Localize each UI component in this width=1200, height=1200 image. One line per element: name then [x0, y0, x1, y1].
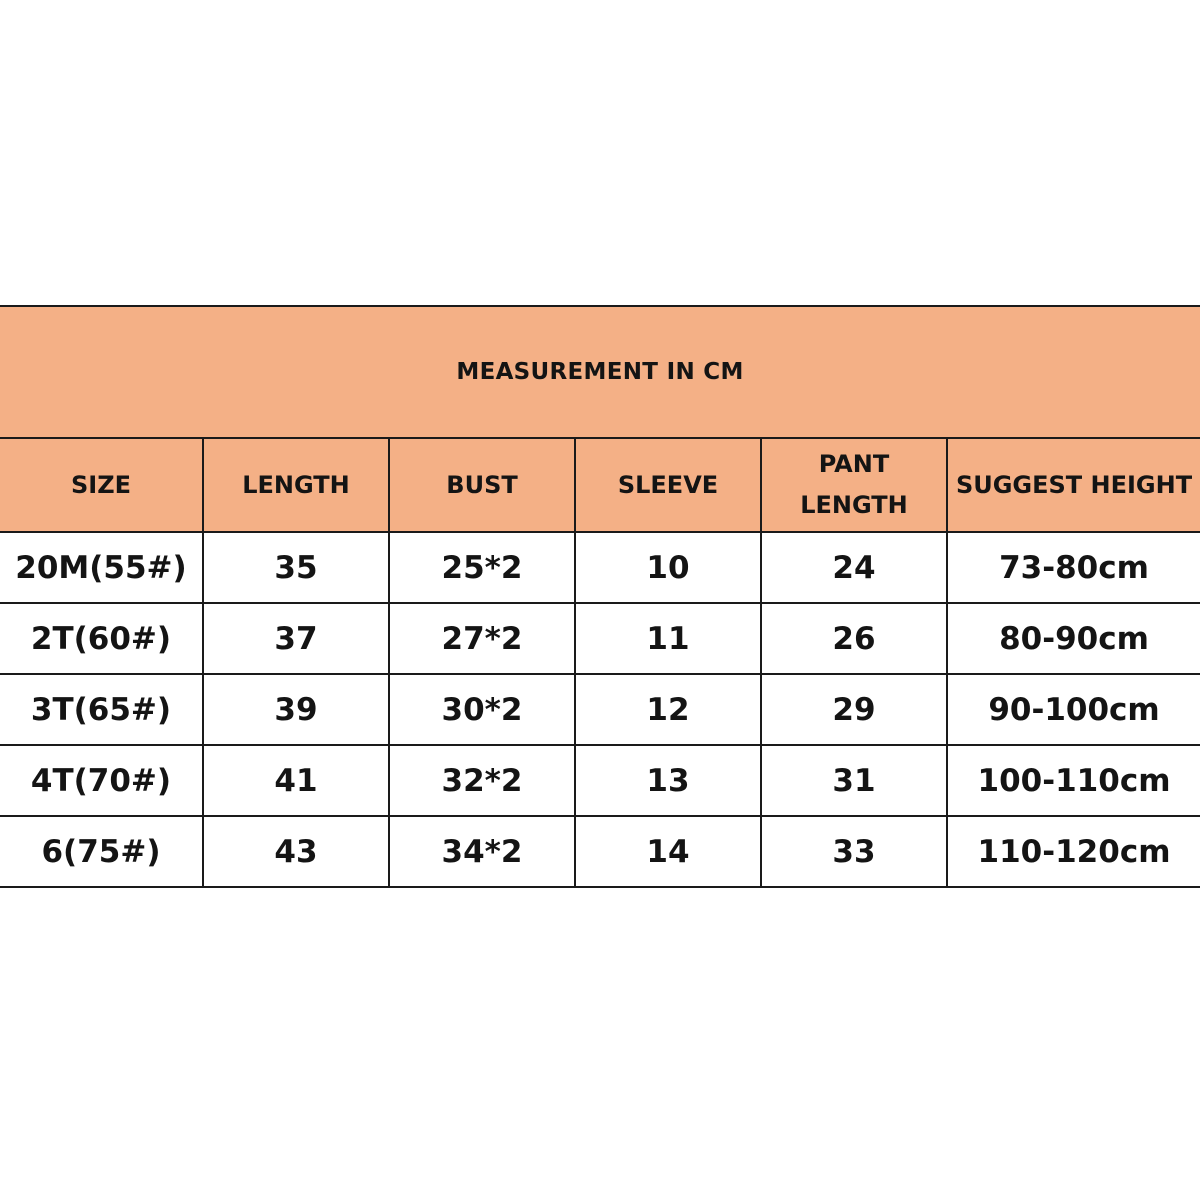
- table-row: [0, 603, 1200, 674]
- cell-suggest-height: 90-100cm: [947, 674, 1200, 745]
- cell-length: 39: [203, 674, 389, 745]
- cell-pant-length: 31: [761, 745, 947, 816]
- cell-sleeve: 10: [575, 532, 761, 603]
- cell-size: 20M(55#): [0, 532, 203, 603]
- table-row: [0, 816, 1200, 887]
- cell-suggest-height: 73-80cm: [947, 532, 1200, 603]
- cell-size: 4T(70#): [0, 745, 203, 816]
- header-suggest-height: SUGGEST HEIGHT: [947, 438, 1200, 532]
- table-row: [0, 674, 1200, 745]
- title-row: [0, 306, 1200, 438]
- cell-bust: 30*2: [389, 674, 575, 745]
- cell-suggest-height: 100-110cm: [947, 745, 1200, 816]
- size-chart-table: [0, 305, 1200, 888]
- header-pant-length-label: PANT LENGTH: [800, 450, 908, 519]
- cell-size: 2T(60#): [0, 603, 203, 674]
- cell-pant-length: 26: [761, 603, 947, 674]
- header-length: LENGTH: [203, 438, 389, 532]
- table-row: [0, 745, 1200, 816]
- cell-bust: 27*2: [389, 603, 575, 674]
- cell-bust: 32*2: [389, 745, 575, 816]
- cell-bust: 34*2: [389, 816, 575, 887]
- cell-size: 6(75#): [0, 816, 203, 887]
- cell-suggest-height: 80-90cm: [947, 603, 1200, 674]
- cell-sleeve: 14: [575, 816, 761, 887]
- cell-length: 41: [203, 745, 389, 816]
- cell-length: 35: [203, 532, 389, 603]
- cell-length: 37: [203, 603, 389, 674]
- header-pant-length: [761, 438, 947, 532]
- header-sleeve: SLEEVE: [575, 438, 761, 532]
- cell-suggest-height: 110-120cm: [947, 816, 1200, 887]
- cell-sleeve: 13: [575, 745, 761, 816]
- cell-pant-length: 24: [761, 532, 947, 603]
- cell-pant-length: 33: [761, 816, 947, 887]
- cell-sleeve: 11: [575, 603, 761, 674]
- cell-bust: 25*2: [389, 532, 575, 603]
- cell-pant-length: 29: [761, 674, 947, 745]
- cell-size: 3T(65#): [0, 674, 203, 745]
- header-bust: BUST: [389, 438, 575, 532]
- table-row: [0, 532, 1200, 603]
- header-row: [0, 438, 1200, 532]
- table-title: MEASUREMENT IN CM: [0, 306, 1200, 438]
- cell-sleeve: 12: [575, 674, 761, 745]
- cell-length: 43: [203, 816, 389, 887]
- header-size: SIZE: [0, 438, 203, 532]
